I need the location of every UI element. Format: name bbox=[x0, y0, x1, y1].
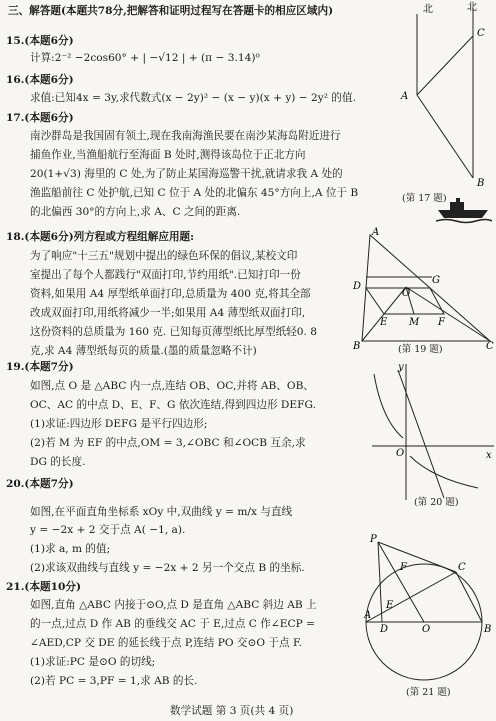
y-axis-label: y bbox=[398, 362, 404, 373]
q18-line-5: 这份资料的总质量为 160 克. 已知每页薄型纸比厚型纸轻0. 8 bbox=[30, 326, 317, 338]
q20-line-2: y = −2x + 2 交于点 A( −1, a). bbox=[30, 524, 186, 536]
q17-line-2: 捕鱼作业,当渔船航行至海面 B 处时,测得该岛位于正北方向 bbox=[30, 149, 306, 161]
q17-line-1: 南沙群岛是我国固有领土,现在我南海渔民要在南沙某海岛附近进行 bbox=[30, 130, 341, 142]
q16-heading: 16.(本题6分) bbox=[6, 74, 74, 86]
q19-figure bbox=[352, 225, 496, 355]
q21-line-4: (1)求证:PC 是⊙O 的切线; bbox=[30, 656, 156, 668]
label-c: C bbox=[486, 341, 494, 352]
q19-caption: (第 19 题) bbox=[398, 344, 443, 355]
line-y-minus-2x-plus-2 bbox=[398, 370, 444, 498]
label-e: E bbox=[380, 317, 388, 328]
q20-line-1: 如图,在平面直角坐标系 xOy 中,双曲线 y = m/x 与直线 bbox=[30, 506, 293, 518]
origin-label: O bbox=[396, 448, 405, 459]
q15-heading: 15.(本题6分) bbox=[6, 35, 74, 47]
segment-ac bbox=[417, 36, 473, 95]
q20-line-3: (1)求 a, m 的值; bbox=[30, 543, 111, 555]
q21-heading: 21.(本题10分) bbox=[6, 581, 81, 593]
section-header: 三、解答题(本题共78分,把解答和证明过程写在答题卡的相应区域内) bbox=[8, 5, 334, 17]
q20-figure bbox=[370, 360, 496, 510]
label-f: F bbox=[400, 562, 407, 573]
q21-line-3: ∠AED,CP 交 DE 的延长线于点 P,连结 PO 交⊙O 于点 F. bbox=[30, 637, 303, 649]
label-d: D bbox=[380, 624, 389, 635]
label-g: G bbox=[432, 275, 440, 286]
q18-line-4: 改成双面打印,用纸将减少一半;如果用 A4 薄型纸双面打印, bbox=[30, 307, 306, 319]
q18-line-1: 为了响应"十三五"规划中提出的绿色环保的倡议,某校文印 bbox=[30, 250, 298, 262]
q17-caption: (第 17 题) bbox=[402, 193, 447, 204]
q18-line-3: 资料,如果用 A4 厚型纸单面打印,总质量为 400 克,将其全部 bbox=[30, 288, 311, 300]
label-b: B bbox=[484, 624, 492, 635]
q17-line-5: 的北偏西 30°的方向上,求 A、C 之间的距离. bbox=[30, 206, 241, 218]
north-label-2: 北 bbox=[467, 2, 477, 13]
label-b: B bbox=[353, 341, 361, 352]
q20-heading: 20.(本题7分) bbox=[6, 478, 74, 490]
label-o: O bbox=[402, 288, 411, 299]
point-c-label: C bbox=[477, 28, 485, 39]
q19-line-2: OC、AC 的中点 D、E、F、G 依次连结,得到四边形 DEFG. bbox=[30, 399, 316, 411]
q17-line-4: 渔监船前往 C 处护航,已知 C 位于 A 处的北偏东 45°方向上,A 位于 B bbox=[30, 187, 359, 199]
q18-heading: 18.(本题6分)列方程或方程组解应用题: bbox=[6, 231, 195, 243]
label-a: A bbox=[364, 610, 372, 621]
q19-line-5: DG 的长度. bbox=[30, 456, 86, 468]
q19-heading: 19.(本题7分) bbox=[6, 361, 74, 373]
point-a-label: A bbox=[401, 91, 409, 102]
q19-line-4: (2)若 M 为 EF 的中点,OM = 3,∠OBC 和∠OCB 互余,求 bbox=[30, 437, 306, 449]
q16-body: 求值:已知4x = 3y,求代数式(x − 2y)² − (x − y)(x + y) − 2y² 的值. bbox=[30, 92, 356, 104]
q15-body: 计算:2⁻² −2cos60° + | −√12 | + (π − 3.14)⁰ bbox=[30, 52, 260, 64]
label-d: D bbox=[353, 281, 362, 292]
label-p: P bbox=[370, 534, 377, 545]
hyperbola-branch-1 bbox=[374, 374, 403, 438]
label-c: C bbox=[458, 562, 466, 573]
q20-caption: (第 20 题) bbox=[414, 497, 459, 508]
q18-line-6: 克,求 A4 薄型纸每页的质量.(墨的质量忽略不计) bbox=[30, 345, 257, 357]
segment-po bbox=[378, 542, 424, 622]
q21-line-5: (2)若 PC = 3,PF = 1,求 AB 的长. bbox=[30, 675, 198, 687]
segment-ab bbox=[417, 95, 473, 178]
ship-icon bbox=[436, 198, 492, 224]
q19-line-3: (1)求证:四边形 DEFG 是平行四边形; bbox=[30, 418, 208, 430]
q17-heading: 17.(本题6分) bbox=[6, 112, 74, 124]
q21-caption: (第 21 题) bbox=[406, 687, 451, 698]
label-e: E bbox=[386, 600, 394, 611]
label-f: F bbox=[438, 317, 445, 328]
hyperbola-branch-2 bbox=[410, 456, 478, 488]
q21-line-1: 如图,直角 △ABC 内接于⊙O,点 D 是直角 △ABC 斜边 AB 上 bbox=[30, 599, 317, 611]
label-m: M bbox=[409, 317, 420, 328]
segment-pc bbox=[378, 542, 456, 572]
segment-cb bbox=[456, 572, 482, 622]
q21-line-2: 的一点,过点 D 作 AB 的垂线交 AC 于 E,过点 C 作∠ECP = bbox=[30, 618, 315, 630]
q21-figure bbox=[364, 528, 496, 688]
label-o: O bbox=[422, 624, 431, 635]
q19-line-1: 如图,点 O 是 △ABC 内一点,连结 OB、OC,并将 AB、OB、 bbox=[30, 380, 314, 392]
label-a: A bbox=[372, 227, 380, 238]
page-footer: 数学试题 第 3 页(共 4 页) bbox=[170, 705, 294, 717]
point-b-label: B bbox=[477, 178, 485, 189]
x-axis-label: x bbox=[486, 450, 492, 461]
north-label-1: 北 bbox=[423, 4, 433, 15]
q17-line-3: 20(1+√3) 海里的 C 处,为了防止某国海巡警干扰,就请求我 A 处的 bbox=[30, 168, 343, 180]
q18-line-2: 室提出了每个人都践行"双面打印,节约用纸".已知打印一份 bbox=[30, 269, 301, 281]
q20-line-4: (2)求该双曲线与直线 y = −2x + 2 另一个交点 B 的坐标. bbox=[30, 562, 305, 574]
